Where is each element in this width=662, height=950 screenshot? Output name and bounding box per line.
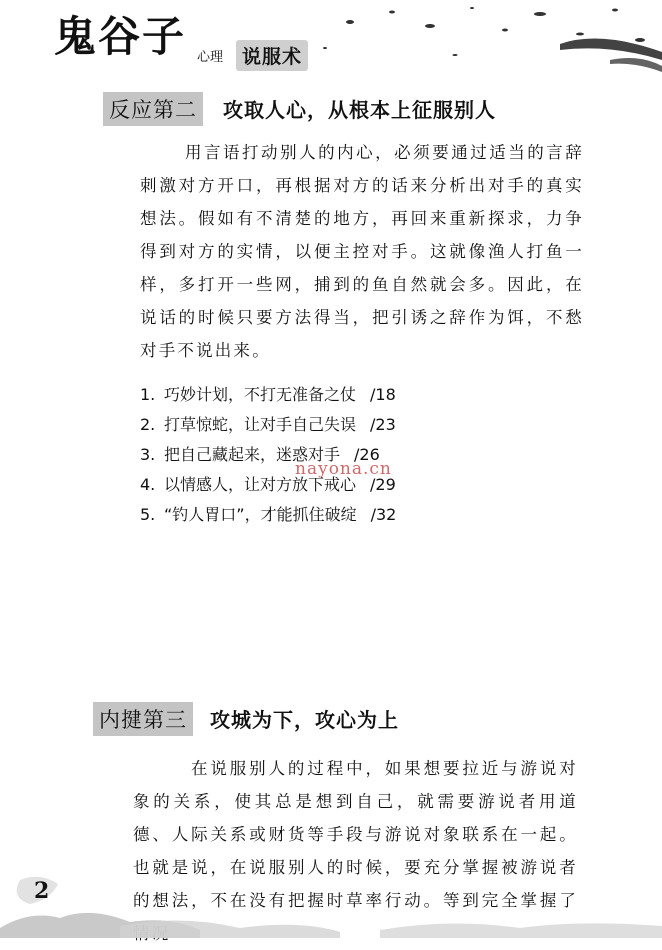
toc-item[interactable] <box>140 410 520 440</box>
toc-page: /26 <box>354 445 380 464</box>
toc-page: /18 <box>370 385 396 404</box>
toc-page: /32 <box>370 505 397 524</box>
page-number-text: 2 <box>34 878 50 904</box>
toc-text: 打草惊蛇，让对手自己失误 <box>164 415 357 434</box>
book-title: 鬼谷子 <box>54 12 187 61</box>
watermark: nayona.cn <box>295 459 392 479</box>
section-paragraph: 在说服别人的过程中，如果想要拉近与游说对象的关系，使其总是想到自己，就需要游说者用道德、人际关系或财货等手段与游说对象联系在一起。也就是说，在说服别人的时候，要充分掌握被游说者的想法，不在没有把握时草率行动。等到完全掌握了 <box>133 759 578 910</box>
toc-text: 把自己藏起来，迷惑对手 <box>164 445 341 464</box>
page-number <box>20 875 60 909</box>
toc-number: 5. <box>140 505 156 524</box>
page-header <box>0 0 662 78</box>
toc-page: /23 <box>370 415 396 434</box>
toc-number: 2. <box>140 415 156 434</box>
toc-text: 以情感人，让对方放下戒心 <box>164 475 357 494</box>
section-title: 攻取人心，从根本上征服别人 <box>223 98 496 122</box>
toc-item[interactable] <box>140 500 520 530</box>
toc-text: 巧妙计划，不打无准备之仗 <box>164 385 357 404</box>
book-tag: 说服术 <box>236 40 308 71</box>
section-title: 攻城为下，攻心为上 <box>210 708 399 732</box>
section-label: 反应第二 <box>103 92 203 126</box>
toc-list <box>140 380 520 530</box>
section-heading-1 <box>0 92 662 126</box>
toc-number: 1. <box>140 385 156 404</box>
toc-number: 4. <box>140 475 156 494</box>
toc-text: “钓人胃口”，才能抓住破绽 <box>164 505 357 524</box>
toc-page: /29 <box>370 475 396 494</box>
book-subtitle: 心理 <box>197 50 224 65</box>
section-paragraph: 用言语打动别人的内心，必须要通过适当的言辞刺激对方开口，再根据对方的话来分析出对手的真实想法。假如有不清楚的地方，再回来重新探求，力争得到对方的实情，以便主控对手。这就像渔人打鱼一样，多打开一些网，捕到的鱼自然就会多。因此，在说话的时候只要方法得当，把引诱之辞作为饵，不愁对手不说出来。 <box>140 143 584 360</box>
section-heading-2 <box>0 702 662 736</box>
footer-brush-decoration <box>0 870 662 938</box>
toc-item[interactable] <box>140 380 520 410</box>
toc-number: 3. <box>140 445 156 464</box>
section-label: 内揵第三 <box>93 702 193 736</box>
